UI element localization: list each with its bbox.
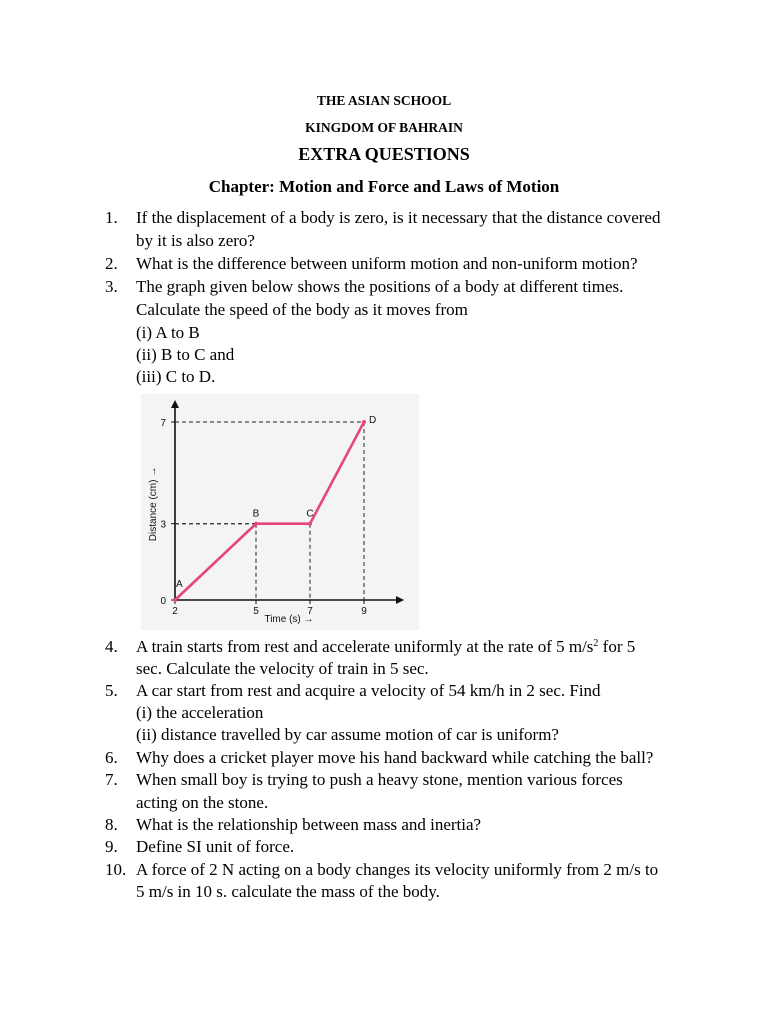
question-5-part-ii: (ii) distance travelled by car assume motion of car is uniform?	[136, 725, 559, 744]
data-point	[308, 522, 312, 526]
question-text: What is the difference between uniform motion and non-uniform motion?	[136, 254, 638, 273]
y-tick-label: 7	[160, 418, 166, 429]
question-text: What is the relationship between mass and inertia?	[136, 815, 482, 834]
question-text: If the displacement of a body is zero, is it necessary that the distance covered	[136, 208, 661, 227]
x-axis-title: Time (s) →	[264, 614, 314, 625]
y-tick-label: 0	[160, 596, 166, 607]
data-point	[173, 598, 177, 602]
question-text: Why does a cricket player move his hand backward while catching the ball?	[136, 748, 654, 767]
data-point	[362, 420, 366, 424]
chapter-title: Chapter: Motion and Force and Laws of Motion	[208, 177, 560, 196]
kingdom-name: KINGDOM OF BAHRAIN	[305, 120, 463, 135]
question-text: When small boy is trying to push a heavy stone, mention various forces	[136, 770, 623, 789]
question-1-line-2: by it is also zero?	[136, 231, 255, 250]
chart-svg	[141, 394, 419, 630]
x-tick-label: 2	[172, 606, 178, 617]
page-title: EXTRA QUESTIONS	[298, 144, 470, 164]
question-4-text-b: for 5	[598, 637, 636, 656]
point-label: C	[306, 508, 314, 520]
superscript: 2	[593, 638, 599, 649]
question-3-line-2: Calculate the speed of the body as it moves from	[136, 300, 468, 319]
question-3-part-iii: (iii) C to D.	[136, 367, 216, 386]
question-number: 3.	[105, 277, 118, 296]
x-tick-label: 5	[253, 606, 259, 617]
series-line	[175, 422, 364, 600]
y-tick-label: 3	[160, 519, 166, 531]
question-number: 8.	[105, 815, 118, 834]
point-label: B	[252, 508, 260, 520]
y-axis-title: Distance (cm) →	[148, 466, 159, 542]
question-number: 2.	[105, 254, 118, 273]
x-tick-label: 9	[361, 606, 367, 617]
x-tick-label: 7	[307, 606, 313, 617]
data-point	[254, 522, 258, 526]
question-text: A force of 2 N acting on a body changes its velocity uniformly from 2 m/s to	[136, 860, 659, 879]
question-number: 10.	[105, 860, 127, 879]
question-number: 4.	[105, 637, 118, 656]
point-label: A	[176, 579, 183, 590]
question-number: 6.	[105, 748, 118, 767]
question-number: 9.	[105, 837, 118, 856]
question-number: 7.	[105, 770, 118, 789]
y-axis-arrowhead	[171, 400, 179, 408]
question-3-part-i: (i) A to B	[136, 323, 200, 342]
school-name: THE ASIAN SCHOOL	[316, 93, 452, 108]
question-4-line-2: sec. Calculate the velocity of train in 5 sec.	[136, 659, 429, 678]
question-4-text-a: A train starts from rest and accelerate uniformly at the rate of 5 m/s	[136, 637, 594, 656]
question-3-part-ii: (ii) B to C and	[136, 345, 235, 364]
point-label: D	[369, 415, 377, 426]
question-10-line-2: 5 m/s in 10 s. calculate the mass of the body.	[136, 882, 440, 901]
question-5-part-i: (i) the acceleration	[136, 703, 264, 722]
distance-time-graph	[141, 394, 419, 630]
question-text	[136, 636, 696, 659]
question-text: Define SI unit of force.	[136, 837, 295, 856]
question-text: A car start from rest and acquire a velocity of 54 km/h in 2 sec. Find	[136, 681, 601, 700]
question-number: 1.	[105, 208, 118, 227]
x-axis-arrowhead	[396, 596, 404, 604]
question-text: The graph given below shows the positions of a body at different times.	[136, 277, 624, 296]
question-number: 5.	[105, 681, 118, 700]
question-7-line-2: acting on the stone.	[136, 793, 269, 812]
